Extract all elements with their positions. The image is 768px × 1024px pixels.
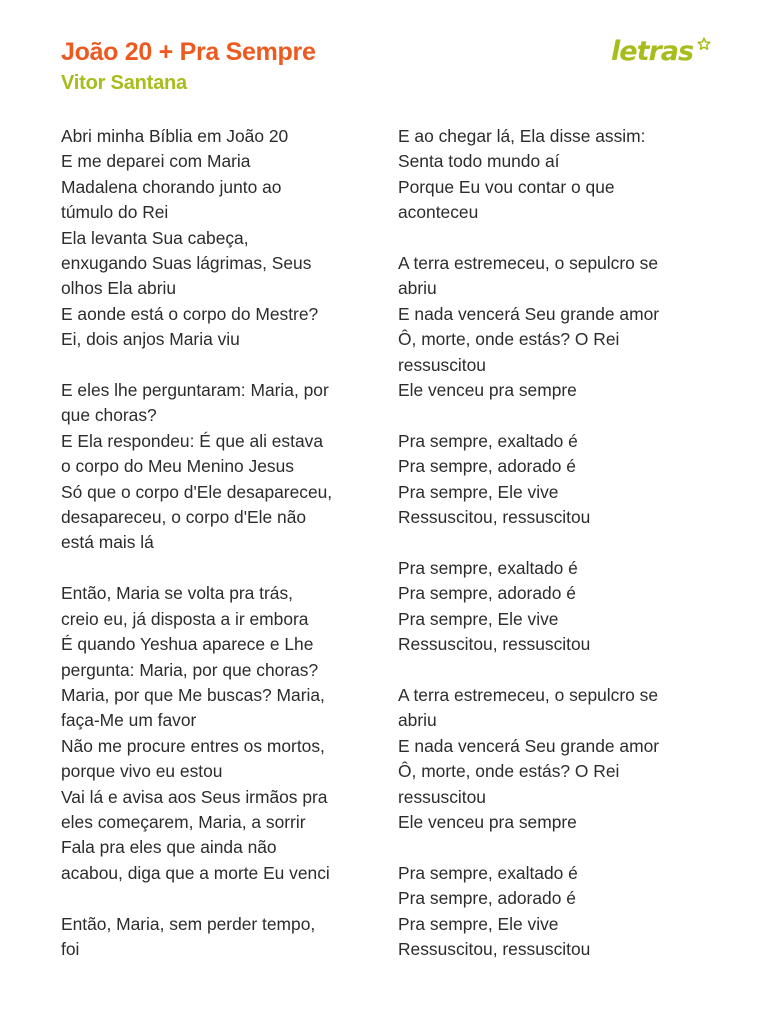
lyric-line: E nada vencerá Seu grande amor (398, 303, 660, 324)
lyric-line: E me deparei com Maria (61, 151, 251, 172)
lyric-line: túmulo do Rei (61, 202, 169, 223)
lyrics-stanza (398, 429, 718, 531)
lyric-line: creio eu, já disposta a ir embora (61, 608, 309, 629)
lyric-line: Fala pra eles que ainda não (61, 837, 277, 858)
lyric-line: Maria, por que Me buscas? Maria, (61, 684, 325, 705)
lyric-line: Ô, morte, onde estás? O Rei (398, 329, 620, 350)
lyric-line: o corpo do Meu Menino Jesus (61, 456, 294, 477)
lyric-line: ressuscitou (398, 354, 486, 375)
lyric-line: aconteceu (398, 202, 479, 223)
lyric-line: abriu (398, 710, 437, 731)
lyrics-stanza (398, 556, 718, 658)
lyrics-column-left (61, 124, 381, 959)
lyric-line: acabou, diga que a morte Eu venci (61, 862, 330, 883)
lyric-line: A terra estremeceu, o sepulcro se (398, 253, 659, 274)
lyrics-stanza (61, 581, 381, 886)
lyric-line: Ressuscitou, ressuscitou (398, 938, 591, 959)
lyric-line: Ei, dois anjos Maria viu (61, 329, 240, 350)
lyric-line: Vai lá e avisa aos Seus irmãos pra (61, 786, 328, 807)
lyric-line: E ao chegar lá, Ela disse assim: (398, 126, 646, 146)
lyric-line: Só que o corpo d'Ele desapareceu, (61, 481, 333, 502)
lyric-line: Pra sempre, exaltado é (398, 557, 578, 578)
lyrics-column-right (398, 124, 718, 959)
lyric-line: desapareceu, o corpo d'Ele não (61, 507, 307, 528)
lyric-line: está mais lá (61, 532, 154, 553)
lyric-line: É quando Yeshua aparece e Lhe (61, 634, 314, 655)
lyric-line: Ele venceu pra sempre (398, 380, 577, 401)
lyric-line: Então, Maria, sem perder tempo, (61, 913, 316, 934)
lyric-line: A terra estremeceu, o sepulcro se (398, 684, 659, 705)
letras-logo[interactable] (611, 34, 711, 70)
lyrics-stanza (61, 378, 381, 556)
lyrics-stanza (398, 124, 718, 226)
lyric-line: Não me procure entres os mortos, (61, 735, 325, 756)
lyric-line: Ressuscitou, ressuscitou (398, 634, 591, 655)
lyric-line: Pra sempre, adorado é (398, 456, 576, 477)
lyrics-stanza (398, 683, 718, 835)
lyric-line: E Ela respondeu: É que ali estava (61, 430, 323, 451)
lyric-line: Ela levanta Sua cabeça, (61, 227, 249, 248)
lyric-line: Pra sempre, exaltado é (398, 862, 578, 883)
lyrics-stanza (61, 124, 381, 353)
lyric-line: ressuscitou (398, 786, 486, 807)
lyric-line: Senta todo mundo aí (398, 151, 560, 172)
lyric-line: pergunta: Maria, por que choras? (61, 659, 319, 680)
lyric-line: Pra sempre, Ele vive (398, 481, 559, 502)
lyric-line: E nada vencerá Seu grande amor (398, 735, 660, 756)
lyric-line: olhos Ela abriu (61, 278, 177, 299)
lyric-line: E aonde está o corpo do Mestre? (61, 303, 319, 324)
logo-text: letras (611, 36, 694, 67)
song-header (61, 36, 316, 98)
star-icon (697, 37, 711, 51)
lyric-line: Ele venceu pra sempre (398, 811, 577, 832)
lyric-line: abriu (398, 278, 437, 299)
lyric-line: Madalena chorando junto ao (61, 176, 282, 197)
lyric-line: porque vivo eu estou (61, 761, 223, 782)
lyrics-stanza (61, 912, 381, 963)
lyric-line: Ô, morte, onde estás? O Rei (398, 761, 620, 782)
lyric-line: Pra sempre, Ele vive (398, 913, 559, 934)
lyric-line: Ressuscitou, ressuscitou (398, 507, 591, 528)
lyric-line: faça-Me um favor (61, 710, 197, 731)
lyric-line: Pra sempre, Ele vive (398, 608, 559, 629)
artist-name: Vitor Santana (61, 72, 187, 94)
lyrics-stanza (398, 861, 718, 963)
lyric-line: enxugando Suas lágrimas, Seus (61, 253, 312, 274)
lyric-line: foi (61, 938, 80, 959)
lyric-line: E eles lhe perguntaram: Maria, por (61, 380, 329, 401)
lyric-line: Então, Maria se volta pra trás, (61, 583, 293, 604)
lyric-line: Pra sempre, adorado é (398, 888, 576, 909)
lyrics-stanza (398, 251, 718, 403)
lyric-line: Pra sempre, adorado é (398, 583, 576, 604)
lyric-line: eles começarem, Maria, a sorrir (61, 811, 306, 832)
song-title: João 20 + Pra Sempre (61, 38, 316, 66)
lyric-line: Abri minha Bíblia em João 20 (61, 126, 289, 146)
lyric-line: Pra sempre, exaltado é (398, 430, 578, 451)
lyric-line: que choras? (61, 405, 157, 426)
lyric-line: Porque Eu vou contar o que (398, 176, 615, 197)
